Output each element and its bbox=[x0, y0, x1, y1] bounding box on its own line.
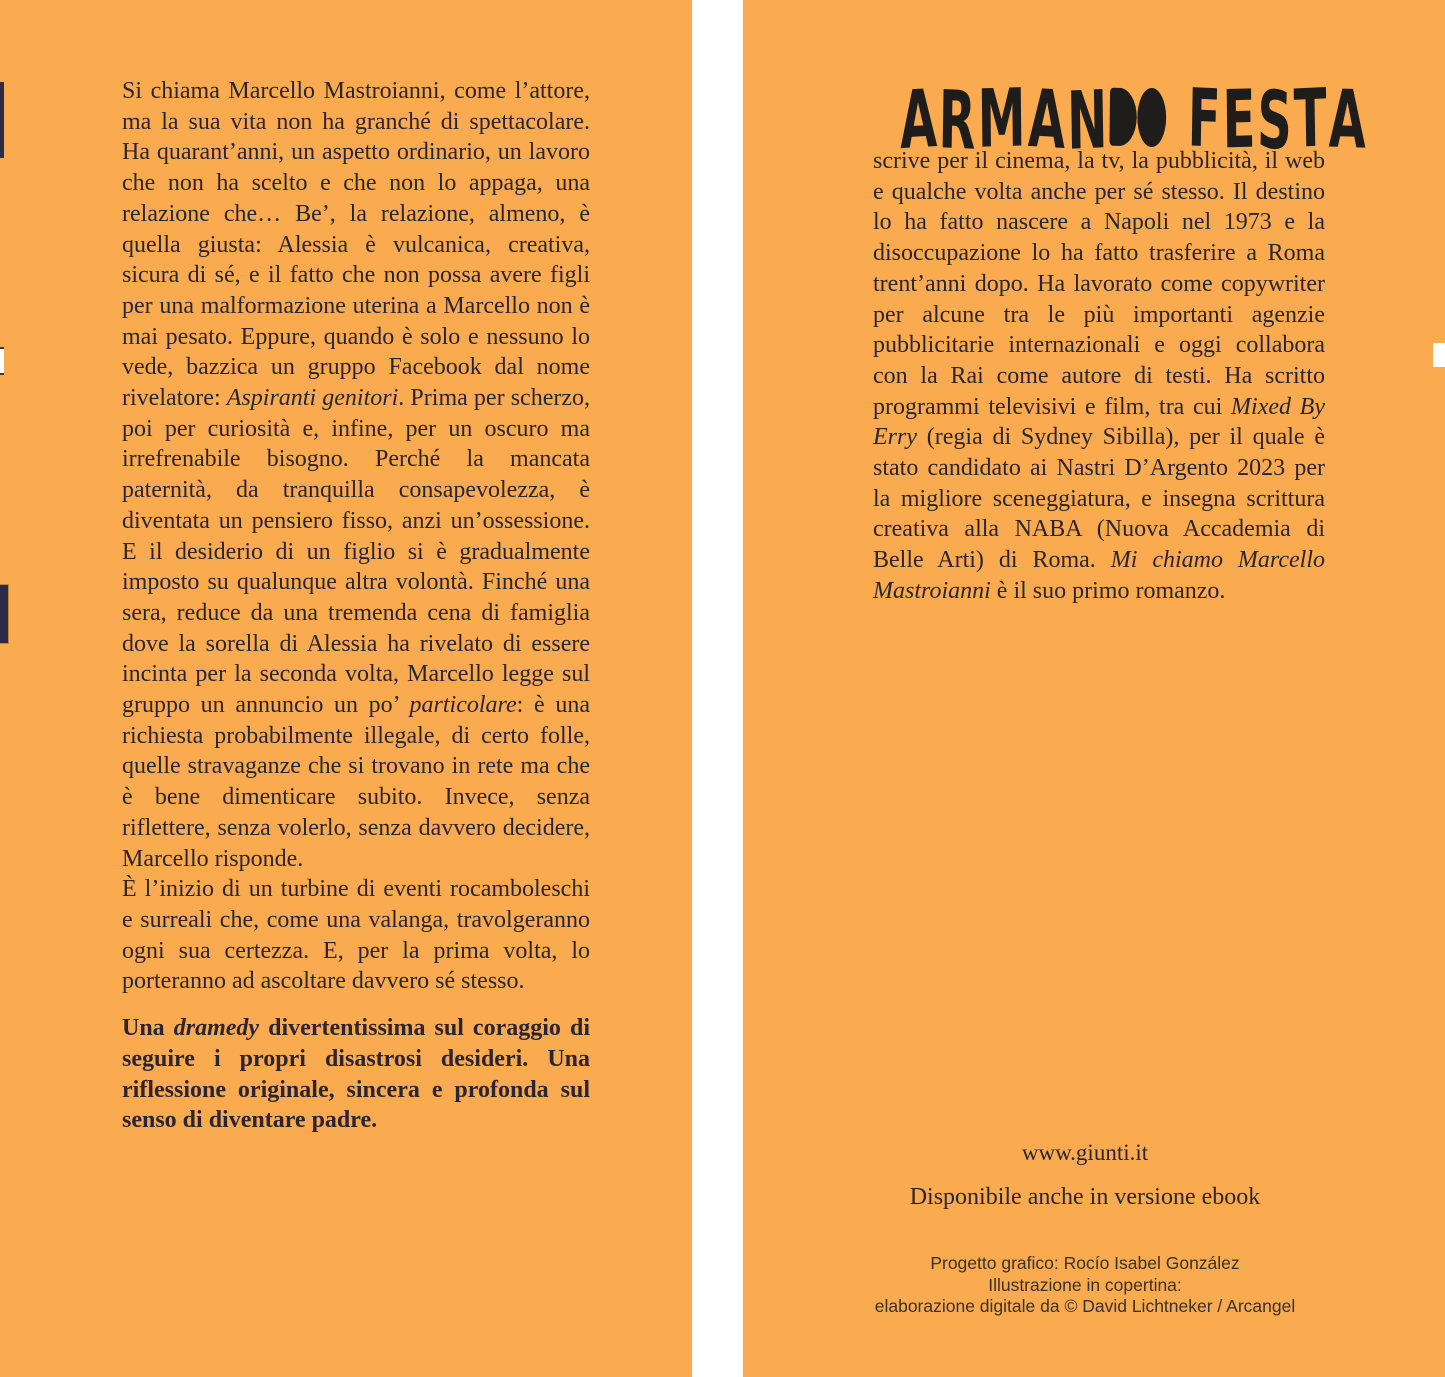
credit-graphic-design: Progetto grafico: Rocío Isabel González bbox=[930, 1253, 1240, 1273]
synopsis-paragraph-2: È l’inizio di un turbine di eventi rocamboleschi e surreali che, come una valanga, travolgeranno ogni sua certezza. E, per la prima volta, lo porteranno ad ascoltare davvero sé stesso. bbox=[122, 876, 590, 995]
synopsis-segment: Si chiama Marcello Mastroianni, come l’attore, ma la sua vita non ha granché di spettacolare. Ha quarant’anni, un aspetto ordinario, un lavoro che non ha scelto e che non lo appaga, una relazione che… Be’, la relazione, almeno, è quella giusta: Alessia è vulcanica, creativa, sicura di sé, e il fatto che non possa avere figli per una malformazione uterina a Marcello non è mai pesato. Eppure, quando è solo e nessuno lo vede, bazzica un gruppo Facebook dal nome rivelatore: bbox=[122, 78, 590, 412]
ebook-availability-note: Disponibile anche in versione ebook bbox=[909, 1184, 1261, 1210]
tagline-paragraph bbox=[122, 1013, 590, 1136]
bio-segment: scrive per il cinema, la tv, la pubblicità, il web e qualche volta anche per sé stesso. Il destino lo ha fatto nascere a Napoli nel 1973 e la disoccupazione lo ha fatto trasferire a Roma trent’anni dopo. Ha lavorato come copywriter per alcune tra le più importanti agenzie pubblicitarie internazionali e oggi collabora con la Rai come autore di testi. Ha scritto programmi televisivi e film, tra cui bbox=[873, 148, 1325, 420]
right-flap-panel bbox=[743, 0, 1445, 1377]
synopsis-italic-facebook-group: Aspiranti genitori bbox=[226, 385, 399, 412]
synopsis-italic-particolare: particolare bbox=[409, 692, 517, 719]
fold-notch-left bbox=[0, 347, 4, 375]
synopsis-text-block bbox=[122, 76, 590, 1136]
synopsis-segment: . Prima per scherzo, poi per curiosità e, infine, per un oscuro ma irrefrenabile bisogno. Perché la mancata paternità, da tranquilla consapevolezza, è diventata un pensiero fisso, anzi un’ossessione. E il desiderio di un figlio si è gradualmente imposto su qualunque altra volontà. Finché una sera, reduce da una tremenda cena di famiglia dove la sorella di Alessia ha rivelato di essere incinta per la seconda volta, Marcello legge sul gruppo un annuncio un po’ bbox=[122, 385, 591, 719]
bio-italic-book-title: Mi chiamo Marcello Mastroianni bbox=[873, 547, 1325, 604]
fold-notch-right bbox=[1433, 343, 1445, 367]
bio-italic-film-title: Mixed By Erry bbox=[873, 393, 1325, 451]
credit-cover-illustration-label: Illustrazione in copertina: bbox=[988, 1274, 1182, 1295]
synopsis-paragraph bbox=[122, 76, 590, 874]
credits-block bbox=[743, 1253, 1427, 1318]
credit-cover-illustration-source: elaborazione digitale da © David Lichtneker / Arcangel bbox=[874, 1296, 1296, 1316]
tagline-segment: divertentissima sul coraggio di seguire i propri disastrosi desideri. Una riflessione originale, sincera e profonda sul senso di diventare padre. bbox=[122, 1015, 590, 1134]
author-name-title: ARMAN FESTA bbox=[898, 71, 1368, 169]
tagline-segment: Una bbox=[122, 1015, 174, 1042]
synopsis-segment: : è una richiesta probabilmente illegale, di certo folle, quelle stravaganze che si trovano in rete ma che è bene dimenticare subito. Invece, senza riflettere, senza volerlo, senza davvero decidere, Marcello risponde. bbox=[122, 692, 590, 872]
spine-scan-mark-bottom bbox=[0, 585, 8, 643]
publisher-website: www.giunti.it bbox=[1021, 1140, 1149, 1165]
bio-segment: (regia di Sydney Sibilla), per il quale è stato candidato ai Nastri D’Argento 2023 per la migliore sceneggiatura, e insegna scrittura creativa alla NABA (Nuova Accademia di Belle Arti) di Roma. bbox=[873, 424, 1325, 574]
author-bio-text-block bbox=[873, 146, 1325, 607]
bio-segment: è il suo primo romanzo. bbox=[990, 577, 1226, 604]
spine-scan-mark-top bbox=[0, 82, 4, 158]
tagline-italic-dramedy: dramedy bbox=[173, 1015, 260, 1042]
left-flap-panel bbox=[0, 0, 692, 1377]
